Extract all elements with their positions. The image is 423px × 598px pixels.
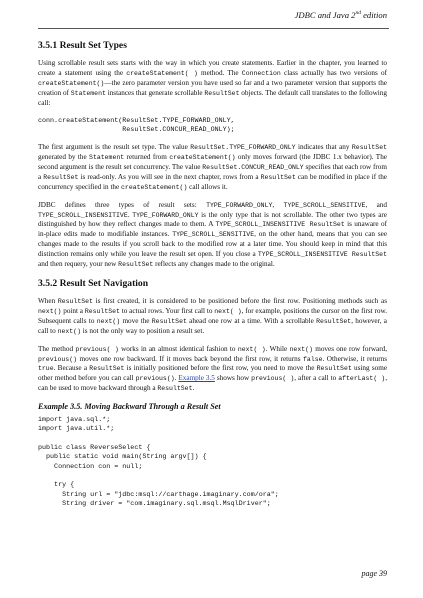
inline-code: true — [38, 365, 54, 373]
example-code-listing: import java.sql.*; import java.util.*; public class ReverseSelect { public static void main(String argv[]) { Connection con = null; try { String url = "jdbc:msql://carthage.imaginary.com/ora"; String driver = "com.imaginary.sql.msql.MsqlDriver"; — [38, 416, 279, 508]
inline-code: Statement — [70, 89, 106, 97]
inline-code: ResultSet — [151, 317, 187, 325]
section-heading-result-set-navigation: 3.5.2 Result Set Navigation — [38, 278, 149, 289]
inline-code: TYPE_SCROLL_INSENSITIVE — [38, 211, 128, 219]
inline-code: next() — [289, 345, 313, 353]
paragraph-result-set-type-argument — [38, 143, 387, 193]
example-3-5-link[interactable]: Example 3.5 — [178, 374, 215, 383]
text-run: is initially positioned before the first row, you need to move the — [124, 364, 317, 373]
text-run: is unaware of in-place edits made to modifiable instances. — [38, 220, 387, 239]
inline-code: previous() — [135, 375, 175, 383]
inline-code: previous() — [38, 355, 78, 363]
text-run: point a — [61, 306, 85, 315]
inline-code: next( ) — [214, 307, 242, 315]
page-number: page 39 — [361, 569, 387, 578]
text-run: moves one row backward. If it moves back beyond the first row, it returns — [77, 354, 304, 363]
inline-code: TYPE_FORWARD_ONLY — [132, 211, 199, 219]
inline-code: ResultSet — [118, 261, 154, 269]
text-run: . — [192, 384, 195, 393]
inline-code: ResultSet — [204, 89, 240, 97]
text-run: can be modified in place if the concurrency specified in the — [38, 172, 387, 191]
paragraph-previous-method — [38, 345, 387, 395]
text-run: . Otherwise, it returns — [322, 354, 387, 363]
inline-code: createStatement() — [38, 79, 105, 87]
text-run: . — [174, 374, 179, 383]
text-run: , and — [365, 200, 387, 209]
text-run: and then requery, your new — [38, 260, 119, 269]
example-title: Example 3.5. Moving Backward Through a Result Set — [38, 402, 221, 412]
paragraph-navigation-intro — [38, 297, 387, 337]
inline-code: next( ) — [237, 345, 266, 353]
text-run: only moves forward (the JDBC 1.x behavior). The second argument is the result set concurrency. The value — [38, 153, 387, 171]
page-content — [38, 32, 387, 517]
header-title-suffix: edition — [360, 10, 387, 20]
text-run: generated by the — [38, 153, 90, 162]
text-run: returned from — [124, 153, 170, 162]
text-run: When — [38, 297, 58, 305]
text-run: using some other method before you can call — [38, 364, 388, 383]
section-heading-result-set-types: 3.5.1 Result Set Types — [38, 40, 127, 51]
inline-code: TYPE_SCROLL_INSENSITIVE ResultSet — [257, 251, 387, 259]
inline-code: ResultSet — [260, 173, 296, 181]
inline-code: TYPE_SCROLL_SENSITIVE — [283, 201, 366, 209]
text-run: is the only type that is not scrollable. The other two types are distinguished by how they reflect changes made to them. A — [38, 210, 387, 229]
inline-code: ResultSet — [84, 307, 120, 315]
text-run: is not the only way to position a result set. — [80, 326, 205, 335]
text-run: , — [272, 200, 284, 209]
text-run: . — [127, 210, 133, 219]
text-run: shows how — [214, 374, 252, 383]
inline-code: Connection — [241, 69, 281, 77]
text-run: method. The — [197, 68, 242, 77]
text-run: Using scrollable result sets starts with the way in which you create statements. Earlier in the chapter, you learned to create a statement using the — [38, 59, 387, 77]
text-run: , however, a call to — [38, 316, 387, 335]
inline-code: createStatement() — [121, 183, 188, 191]
inline-code: createStatement() — [169, 154, 236, 162]
inline-code: ResultSet — [351, 144, 387, 152]
inline-code: next() — [38, 307, 62, 315]
inline-code: ResultSet.TYPE_FORWARD_ONLY — [190, 144, 296, 152]
inline-code: false — [303, 355, 323, 363]
inline-code: ResultSet — [43, 173, 79, 181]
inline-code: TYPE_SCROLL_SENSITIVE — [172, 231, 255, 239]
text-run: class actually has two versions of — [280, 68, 387, 77]
text-run: call allows it. — [187, 182, 228, 191]
text-run: specifies that each row from a — [38, 162, 387, 181]
text-run: objects. The default call translates to the following call: — [38, 88, 387, 107]
header-title-superscript: nd — [355, 10, 361, 17]
inline-code: ResultSet.CONCUR_READ_ONLY — [202, 163, 304, 171]
text-run: to actual rows. Your first call to — [119, 306, 215, 315]
inline-code: TYPE_FORWARD_ONLY — [206, 201, 273, 209]
inline-code: ResultSet — [157, 385, 193, 393]
inline-code: next() — [57, 327, 81, 335]
text-run: , after a call to — [294, 374, 339, 383]
text-run: instances that generate scrollable — [105, 88, 205, 97]
inline-code: ResultSet — [57, 298, 93, 305]
paragraph-three-result-set-types — [38, 201, 387, 270]
text-run: works in an almost identical fashion to — [118, 344, 238, 353]
text-run: is first created, it is considered to be positioned before the first row. Positioning methods such as — [92, 297, 387, 305]
text-run: , for example, positions the cursor on the first row. Subsequent calls to — [38, 306, 387, 325]
inline-code: TYPE_SCROLL_INSENSITIVE ResultSet — [215, 221, 345, 229]
inline-code: next() — [96, 317, 121, 325]
inline-code: ResultSet — [316, 365, 352, 373]
text-run: JDBC defines three types of result sets: — [38, 200, 207, 209]
inline-code: Statement — [89, 154, 125, 162]
paragraph-scrollable-intro — [38, 59, 387, 109]
inline-code: ResultSet — [89, 365, 125, 373]
text-run: . While — [265, 344, 290, 353]
inline-code: createStatement( ) — [126, 69, 198, 77]
text-run: ahead one row at a time. With a scrollable — [186, 316, 317, 325]
inline-code: afterLast( ) — [338, 375, 386, 383]
header-rule — [38, 28, 389, 29]
text-run: indicates that any — [295, 143, 352, 152]
text-run: The method — [38, 344, 76, 353]
text-run: . Because a — [53, 364, 90, 373]
text-run: reflects any changes made to the original. — [153, 260, 275, 269]
text-run: move the — [120, 316, 152, 325]
text-run: , can be used to move backward through a — [38, 374, 387, 393]
text-run: moves one row forward, — [312, 344, 388, 353]
inline-code: ResultSet — [316, 317, 352, 325]
page-header — [0, 6, 423, 28]
header-title-text: JDBC and Java 2 — [294, 10, 356, 20]
text-run: is read-only. As you will see in the next chapter, rows from a — [78, 172, 261, 181]
running-header-title — [295, 10, 387, 20]
inline-code: previous( ) — [75, 345, 119, 353]
text-run: —the zero parameter version you have used so far and a two parameter version that supports the creation of — [38, 78, 387, 97]
code-create-statement: conn.createStatement(ResultSet.TYPE_FORWARD_ONLY, ResultSet.CONCUR_READ_ONLY); — [38, 116, 235, 134]
inline-code: previous( ) — [251, 375, 295, 383]
text-run: The first argument is the result set type. The value — [38, 143, 191, 152]
text-run: , on the other hand, means that you can see changes made to the results if you scroll back to the modified row at a later time. You should keep in mind that this distinction remains only while you leave the result set open. If you close a — [38, 230, 388, 259]
